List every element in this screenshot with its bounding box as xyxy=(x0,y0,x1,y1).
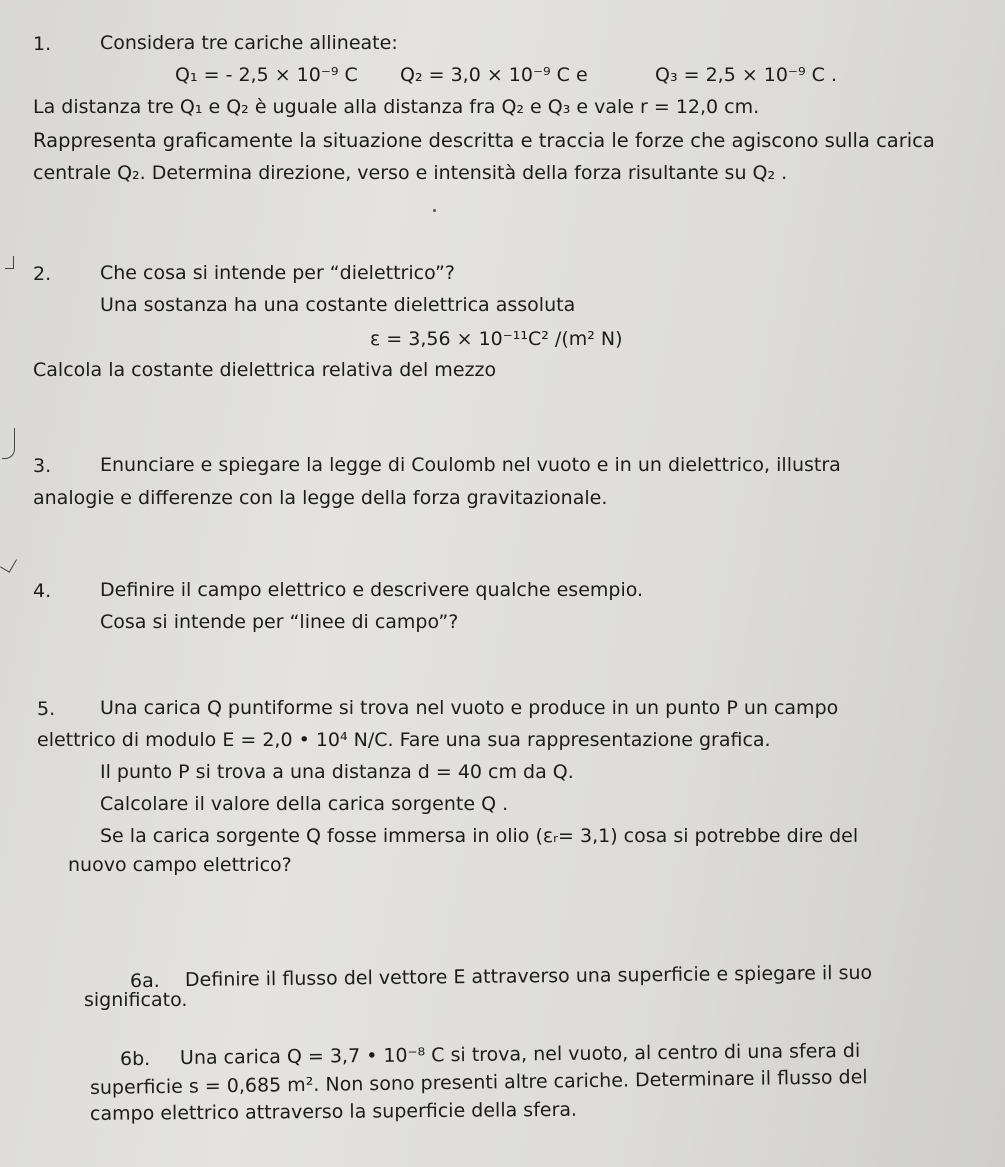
question-6b-line-1: Una carica Q = 3,7 • 10⁻⁸ C si trova, nel vuoto, al centro di una sfera di xyxy=(179,1039,861,1069)
question-1-number: 1. xyxy=(33,33,52,55)
question-5-line-2: elettrico di modulo E = 2,0 • 10⁴ N/C. Fare una sua rappresentazione grafica. xyxy=(37,729,771,751)
question-4-number: 4. xyxy=(33,580,52,602)
question-1-line-3: Rappresenta graficamente la situazione descritta e traccia le forze che agiscono sulla carica xyxy=(33,129,935,152)
question-1-title: Considera tre cariche allineate: xyxy=(100,32,398,54)
question-2-title: Che cosa si intende per “dielettrico”? xyxy=(100,262,455,284)
pen-dot xyxy=(433,209,436,212)
check-mark-2 xyxy=(5,256,14,269)
charge-q3: Q₃ = 2,5 × 10⁻⁹ C . xyxy=(655,64,837,86)
question-5-number: 5. xyxy=(37,698,56,720)
question-2-line-2: Una sostanza ha una costante dielettrica assoluta xyxy=(100,294,576,316)
question-5-line-3: Il punto P si trova a una distanza d = 40 cm da Q. xyxy=(100,761,574,783)
question-3-number: 3. xyxy=(33,455,52,477)
dielectric-constant-formula: ε = 3,56 × 10⁻¹¹C² /(m² N) xyxy=(370,328,623,350)
question-1-line-4: centrale Q₂. Determina direzione, verso e intensità della forza risultante su Q₂ . xyxy=(33,162,788,184)
question-1-line-2: La distanza tre Q₁ e Q₂ è uguale alla distanza fra Q₂ e Q₃ e vale r = 12,0 cm. xyxy=(33,96,760,118)
question-4-line-2: Cosa si intende per “linee di campo”? xyxy=(100,611,459,633)
question-5-line-4: Calcolare il valore della carica sorgente Q . xyxy=(100,793,509,815)
question-2-number: 2. xyxy=(33,263,52,285)
question-6b-line-2: superficie s = 0,685 m². Non sono presenti altre cariche. Determinare il flusso del xyxy=(89,1066,868,1099)
question-5-line-1: Una carica Q puntiforme si trova nel vuoto e produce in un punto P un campo xyxy=(100,697,839,719)
charge-q2: Q₂ = 3,0 × 10⁻⁹ C e xyxy=(400,64,588,86)
question-2-line-3: Calcola la costante dielettrica relativa del mezzo xyxy=(33,359,497,381)
question-6a-line-2: significato. xyxy=(84,989,188,1011)
question-3-line-2: analogie e differenze con la legge della forza gravitazionale. xyxy=(33,487,608,509)
check-mark-4 xyxy=(0,554,17,572)
check-mark-3 xyxy=(2,428,15,459)
question-5-line-5: Se la carica sorgente Q fosse immersa in olio (εᵣ= 3,1) cosa si potrebbe dire del xyxy=(100,825,859,847)
question-6a-line-1: Definire il flusso del vettore E attraverso una superficie e spiegare il suo xyxy=(184,961,873,991)
question-6b-line-3: campo elettrico attraverso la superficie della sfera. xyxy=(89,1098,578,1125)
charge-q1: Q₁ = - 2,5 × 10⁻⁹ C xyxy=(175,64,358,86)
question-6b-number: 6b. xyxy=(120,1048,151,1070)
question-6a-number: 6a. xyxy=(130,970,160,992)
question-4-line-1: Definire il campo elettrico e descrivere qualche esempio. xyxy=(100,579,644,601)
question-3-line-1: Enunciare e spiegare la legge di Coulomb nel vuoto e in un dielettrico, illustra xyxy=(100,454,841,476)
question-5-line-6: nuovo campo elettrico? xyxy=(68,854,292,876)
